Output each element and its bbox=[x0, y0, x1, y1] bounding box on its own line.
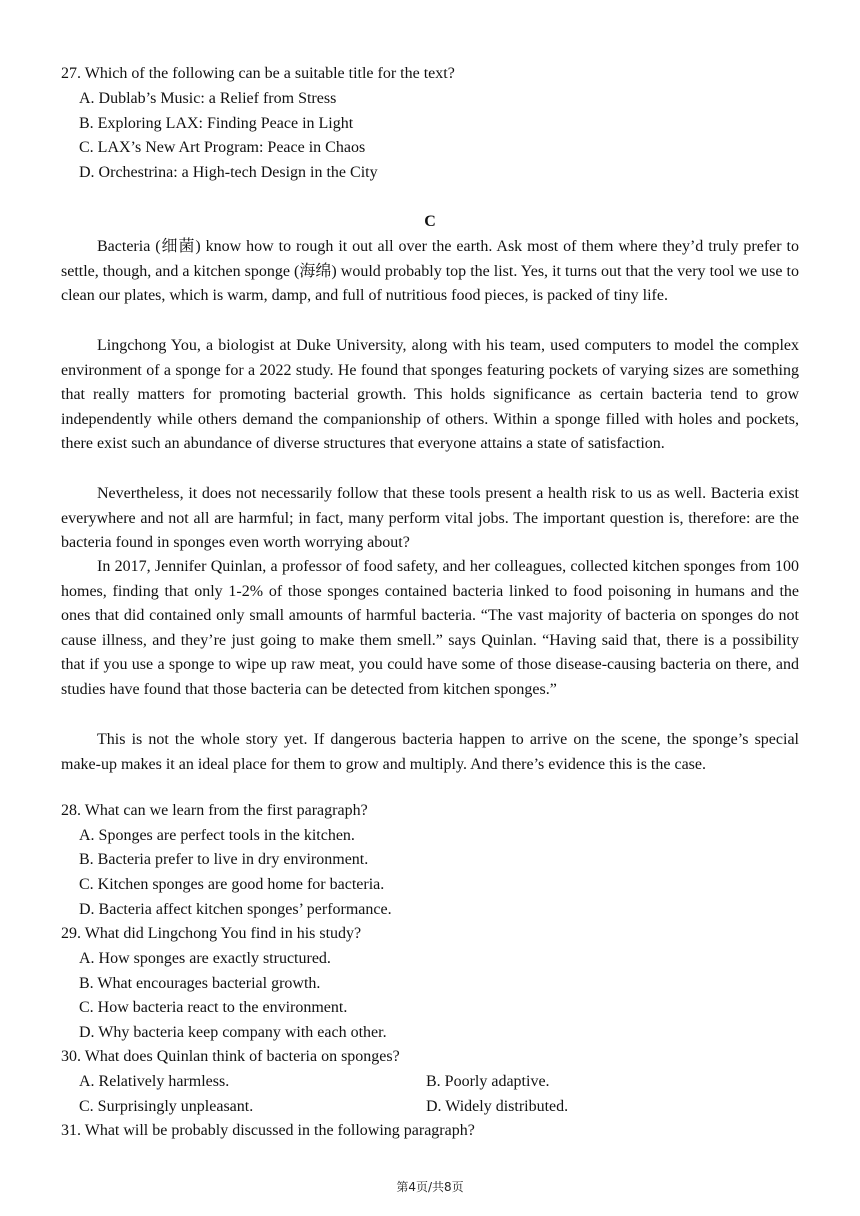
section-label: C bbox=[424, 213, 436, 230]
question-30-option-d: D. Widely distributed. bbox=[426, 1098, 569, 1115]
question-29-stem: 29. What did Lingchong You find in his study? bbox=[61, 925, 362, 942]
page-footer: 第4页/共8页 bbox=[396, 1180, 464, 1194]
question-30-stem: 30. What does Quinlan think of bacteria on sponges? bbox=[61, 1048, 400, 1065]
question-28-option-c: C. Kitchen sponges are good home for bacteria. bbox=[79, 876, 385, 893]
question-28-option-d: D. Bacteria affect kitchen sponges’ performance. bbox=[79, 901, 392, 918]
question-30-option-a: A. Relatively harmless. bbox=[79, 1073, 230, 1090]
passage-paragraph-2: Lingchong You, a biologist at Duke University, along with his team, used computers to model the complex environment of a sponge for a 2022 study. He found that sponges featuring pockets of varying sizes are something that really matters for promoting bacterial growth. This holds significance as certain bacteria tend to grow independently while others demand the companionship of others. Within a sponge filled with holes and pockets, there exist such an abundance of diverse structures that everyone attains a state of satisfaction. bbox=[61, 337, 799, 452]
passage-paragraph-1: Bacteria (细菌) know how to rough it out all over the earth. Ask most of them where they’d truly prefer to settle, though, and a kitchen sponge (海绵) would probably top the list. Yes, it turns out that the very tool we use to clean our plates, which is warm, damp, and full of nutritious food pieces, is packed of tiny life. bbox=[61, 238, 799, 304]
question-30-option-c: C. Surprisingly unpleasant. bbox=[79, 1098, 254, 1115]
question-29-option-c: C. How bacteria react to the environment. bbox=[79, 999, 348, 1016]
question-29-option-b: B. What encourages bacterial growth. bbox=[79, 975, 321, 992]
question-27-stem: 27. Which of the following can be a suitable title for the text? bbox=[61, 65, 455, 82]
question-27-option-a: A. Dublab’s Music: a Relief from Stress bbox=[79, 90, 337, 107]
question-27-option-c: C. LAX’s New Art Program: Peace in Chaos bbox=[79, 139, 366, 156]
passage-paragraph-5: This is not the whole story yet. If dangerous bacteria happen to arrive on the scene, the sponge’s special make-up makes it an ideal place for them to grow and multiply. And there’s evidence this is the case. bbox=[61, 731, 799, 773]
passage-paragraph-3: Nevertheless, it does not necessarily follow that these tools present a health risk to us as well. Bacteria exist everywhere and not all are harmful; in fact, many perform vital jobs. The important question is, therefore: are the bacteria found in sponges even worth worrying about? bbox=[61, 485, 799, 551]
question-29-option-d: D. Why bacteria keep company with each other. bbox=[79, 1024, 387, 1041]
question-27-option-b: B. Exploring LAX: Finding Peace in Light bbox=[79, 115, 354, 132]
question-28-stem: 28. What can we learn from the first paragraph? bbox=[61, 802, 368, 819]
question-29-option-a: A. How sponges are exactly structured. bbox=[79, 950, 331, 967]
passage-paragraph-4: In 2017, Jennifer Quinlan, a professor of food safety, and her colleagues, collected kitchen sponges from 100 homes, finding that only 1-2% of those sponges contained bacteria linked to food poisoning in humans and the ones that did contained only small amounts of harmful bacteria. “The vast majority of bacteria on sponges do not cause illness, and they’re just going to make them smell.” says Quinlan. “Having said that, there is a possibility that if you use a sponge to wipe up raw meat, you could have some of those disease-causing bacteria on there, and studies have found that those bacteria can be detected from kitchen sponges.” bbox=[61, 558, 799, 698]
question-28-option-b: B. Bacteria prefer to live in dry environment. bbox=[79, 851, 369, 868]
question-31-stem: 31. What will be probably discussed in the following paragraph? bbox=[61, 1122, 475, 1139]
question-30-option-b: B. Poorly adaptive. bbox=[426, 1073, 550, 1090]
question-28-option-a: A. Sponges are perfect tools in the kitchen. bbox=[79, 827, 355, 844]
question-27-option-d: D. Orchestrina: a High-tech Design in the City bbox=[79, 164, 378, 181]
